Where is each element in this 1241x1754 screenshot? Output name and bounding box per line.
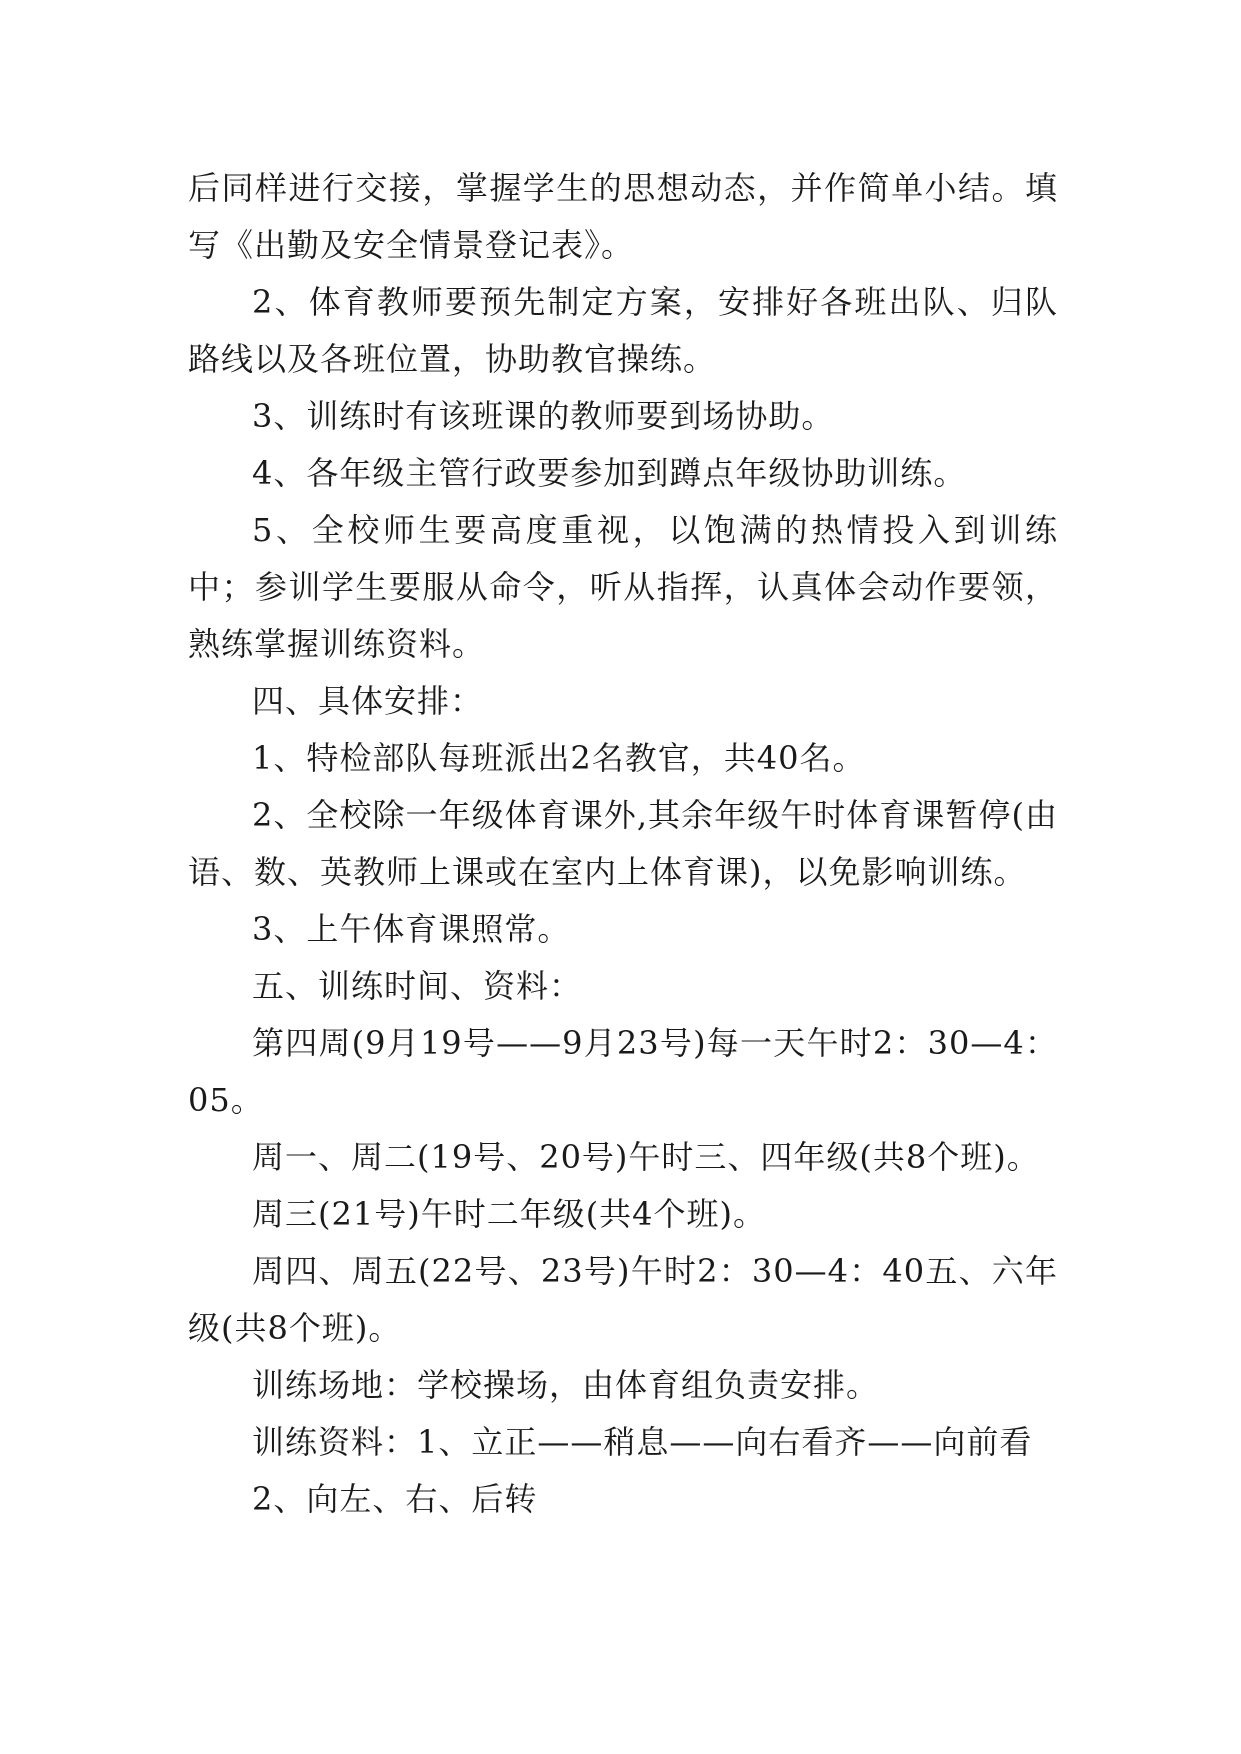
section-heading-schedule: 五、训练时间、资料： [252,967,583,1005]
paragraph-schedule-thu-fri: 周四、周五(22号、23号)午时2：30—4：40五、六年级(共8个班)。 [188,1252,1058,1347]
paragraph-item-3-class-teacher: 3、训练时有该班课的教师要到场协助。 [252,397,835,435]
paragraph-continuation: 后同样进行交接，掌握学生的思想动态，并作简单小结。填写《出勤及安全情景登记表》。 [188,169,1058,264]
section-heading-arrangement: 四、具体安排： [252,682,484,720]
paragraph-arrangement-3: 3、上午体育课照常。 [252,910,571,948]
paragraph-arrangement-2: 2、全校除一年级体育课外,其余年级午时体育课暂停(由语、数、英教师上课或在室内上体育课)，以免影响训练。 [188,796,1058,891]
paragraph-schedule-mon-tue: 周一、周二(19号、20号)午时三、四年级(共8个班)。 [252,1138,1040,1176]
paragraph-arrangement-1: 1、特检部队每班派出2名教官，共40名。 [252,739,866,777]
paragraph-item-4-grade-admin: 4、各年级主管行政要参加到蹲点年级协助训练。 [252,454,967,492]
paragraph-training-content-1: 训练资料：1、立正——稍息——向右看齐——向前看 [252,1423,1033,1461]
paragraph-item-5-all-staff: 5、全校师生要高度重视，以饱满的热情投入到训练中；参训学生要服从命令，听从指挥，认真体会动作要领，熟练掌握训练资料。 [188,511,1058,663]
document-body [188,160,1058,1528]
paragraph-schedule-wed: 周三(21号)午时二年级(共4个班)。 [252,1195,767,1233]
paragraph-schedule-week: 第四周(9月19号——9月23号)每一天午时2：30—4：05。 [188,1024,1058,1119]
paragraph-item-2-pe-teacher: 2、体育教师要预先制定方案，安排好各班出队、归队路线以及各班位置，协助教官操练。 [188,283,1058,378]
paragraph-training-content-2: 2、向左、右、后转 [252,1480,538,1518]
paragraph-training-venue: 训练场地：学校操场，由体育组负责安排。 [252,1366,880,1404]
